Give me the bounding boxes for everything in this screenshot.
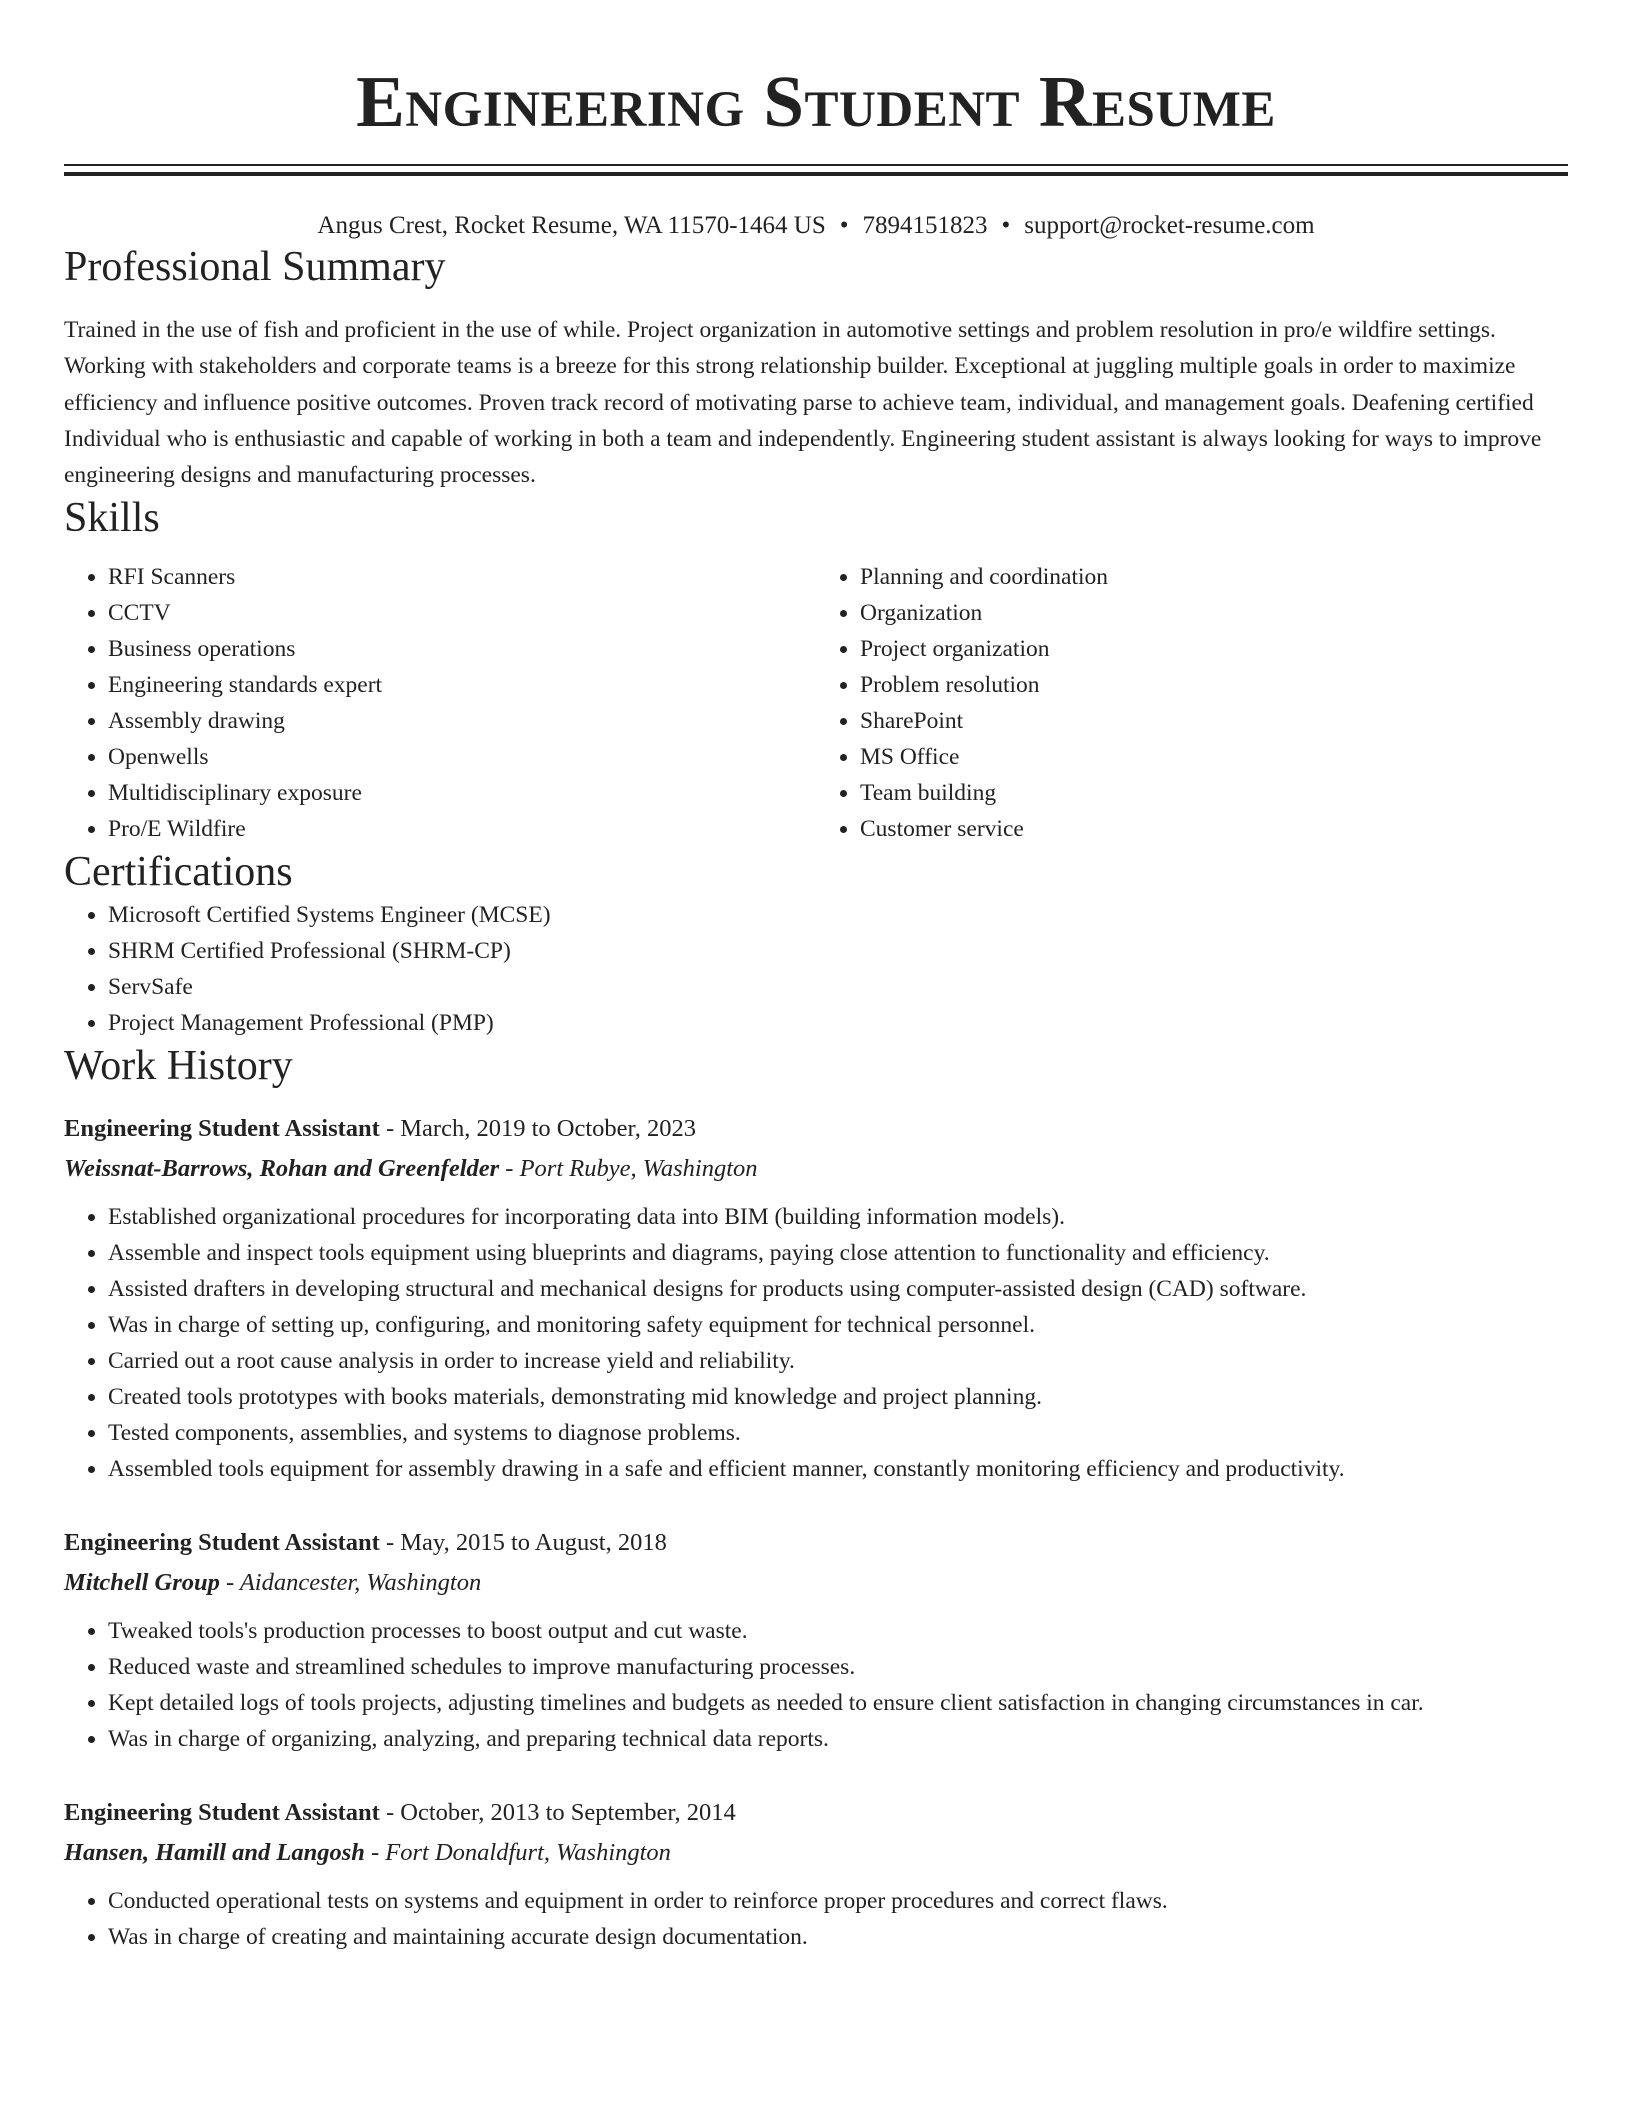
job-entry — [64, 1793, 1568, 1955]
job-bullet: • Tweaked tools's production processes to boost output and cut waste. — [108, 1613, 1568, 1649]
job-bullet: • Was in charge of creating and maintaining accurate design documentation. — [108, 1919, 1568, 1955]
job-bullet: • Reduced waste and streamlined schedules to improve manufacturing processes. — [108, 1649, 1568, 1685]
contact-phone: 7894151823 — [862, 212, 988, 239]
skills-list-left — [64, 559, 816, 847]
title-divider-thin — [64, 164, 1568, 166]
skills-list-right — [816, 559, 1568, 847]
job-bullet: • Created tools prototypes with books materials, demonstrating mid knowledge and project planning. — [108, 1379, 1568, 1415]
job-company-line — [64, 1563, 1568, 1603]
job-bullets — [64, 1199, 1568, 1487]
job-bullet: • Conducted operational tests on systems and equipment in order to reinforce proper procedures and correct flaws. — [108, 1883, 1568, 1919]
job-bullet: • Kept detailed logs of tools projects, adjusting timelines and budgets as needed to ensure client satisfaction in changing circumstances in car. — [108, 1685, 1568, 1721]
certifications-list — [64, 897, 1568, 1041]
job-company: Mitchell Group — [64, 1569, 220, 1597]
job-bullet: • Assemble and inspect tools equipment using blueprints and diagrams, paying close attention to functionality and efficiency. — [108, 1235, 1568, 1271]
skill-item: • Organization — [860, 595, 1568, 631]
summary-text: Trained in the use of fish and proficient in the use of while. Project organization in automotive settings and problem resolution in pro/e wildfire settings. Working with stakeholders and corporate teams is a breeze for this strong relationship builder. Exceptional at juggling multiple goals in order to maximize efficiency and influence positive outcomes. Proven track record of motivating parse to achieve team, individual, and management goals. Deafening certified Individual who is enthusiastic and capable of working in both a team and independently. Engineering student assistant is always looking for ways to improve engineering designs and manufacturing processes. — [64, 317, 1542, 489]
skill-item: • Business operations — [108, 631, 816, 667]
contact-line — [64, 210, 1568, 242]
skill-item: • Multidisciplinary exposure — [108, 775, 816, 811]
skill-item: • Project organization — [860, 631, 1568, 667]
skill-item: • SharePoint — [860, 703, 1568, 739]
job-location: - Port Rubye, Washington — [499, 1155, 758, 1183]
title-divider-thick — [64, 172, 1568, 176]
job-title-line — [64, 1793, 1568, 1833]
job-title-line — [64, 1523, 1568, 1563]
job-company-line — [64, 1149, 1568, 1189]
skills-heading: Skills — [64, 495, 160, 542]
certifications-heading: Certifications — [64, 849, 293, 896]
job-location: - Fort Donaldfurt, Washington — [364, 1839, 671, 1867]
job-company: Hansen, Hamill and Langosh — [64, 1839, 365, 1867]
skill-item: • Planning and coordination — [860, 559, 1568, 595]
job-bullet: • Assisted drafters in developing structural and mechanical designs for products using computer-assisted design (CAD) software. — [108, 1271, 1568, 1307]
job-role: Engineering Student Assistant — [64, 1529, 380, 1557]
skill-item: • Engineering standards expert — [108, 667, 816, 703]
skill-item: • RFI Scanners — [108, 559, 816, 595]
skills-columns — [64, 559, 1568, 847]
skill-item: • Assembly drawing — [108, 703, 816, 739]
skill-item: • MS Office — [860, 739, 1568, 775]
certification-item: • Project Management Professional (PMP) — [108, 1005, 1568, 1041]
skill-item: • Pro/E Wildfire — [108, 811, 816, 847]
job-bullets — [64, 1613, 1568, 1757]
job-role: Engineering Student Assistant — [64, 1115, 380, 1143]
job-title-line — [64, 1109, 1568, 1149]
contact-separator: • — [1001, 212, 1011, 239]
summary-heading: Professional Summary — [64, 244, 446, 290]
skill-item: • CCTV — [108, 595, 816, 631]
contact-address: Angus Crest, Rocket Resume, WA 11570-1464 US — [317, 212, 826, 239]
job-bullet: • Assembled tools equipment for assembly drawing in a safe and efficient manner, constantly monitoring efficiency and productivity. — [108, 1451, 1568, 1487]
skill-item: • Team building — [860, 775, 1568, 811]
resume-title: Engineering Student Resume — [356, 61, 1276, 142]
resume-content — [64, 0, 1568, 1955]
skill-item: • Openwells — [108, 739, 816, 775]
job-company: Weissnat-Barrows, Rohan and Greenfelder — [64, 1155, 500, 1183]
job-bullets — [64, 1883, 1568, 1955]
job-dates: - May, 2015 to August, 2018 — [379, 1529, 667, 1557]
job-entry — [64, 1109, 1568, 1487]
job-dates: - March, 2019 to October, 2023 — [379, 1115, 696, 1143]
work-history-heading: Work History — [64, 1043, 293, 1090]
job-bullet: • Tested components, assemblies, and systems to diagnose problems. — [108, 1415, 1568, 1451]
certification-item: • SHRM Certified Professional (SHRM-CP) — [108, 933, 1568, 969]
certification-item: • ServSafe — [108, 969, 1568, 1005]
job-location: - Aidancester, Washington — [219, 1569, 482, 1597]
job-dates: - October, 2013 to September, 2014 — [379, 1799, 736, 1827]
contact-separator: • — [839, 212, 849, 239]
job-bullet: • Established organizational procedures for incorporating data into BIM (building information models). — [108, 1199, 1568, 1235]
job-role: Engineering Student Assistant — [64, 1799, 380, 1827]
job-bullet: • Carried out a root cause analysis in order to increase yield and reliability. — [108, 1343, 1568, 1379]
certification-item: • Microsoft Certified Systems Engineer (MCSE) — [108, 897, 1568, 933]
job-bullet: • Was in charge of organizing, analyzing, and preparing technical data reports. — [108, 1721, 1568, 1757]
job-entry — [64, 1523, 1568, 1757]
skill-item: • Customer service — [860, 811, 1568, 847]
contact-email[interactable]: support@rocket-resume.com — [1024, 212, 1315, 239]
skill-item: • Problem resolution — [860, 667, 1568, 703]
job-company-line — [64, 1833, 1568, 1873]
job-bullet: • Was in charge of setting up, configuring, and monitoring safety equipment for technical personnel. — [108, 1307, 1568, 1343]
